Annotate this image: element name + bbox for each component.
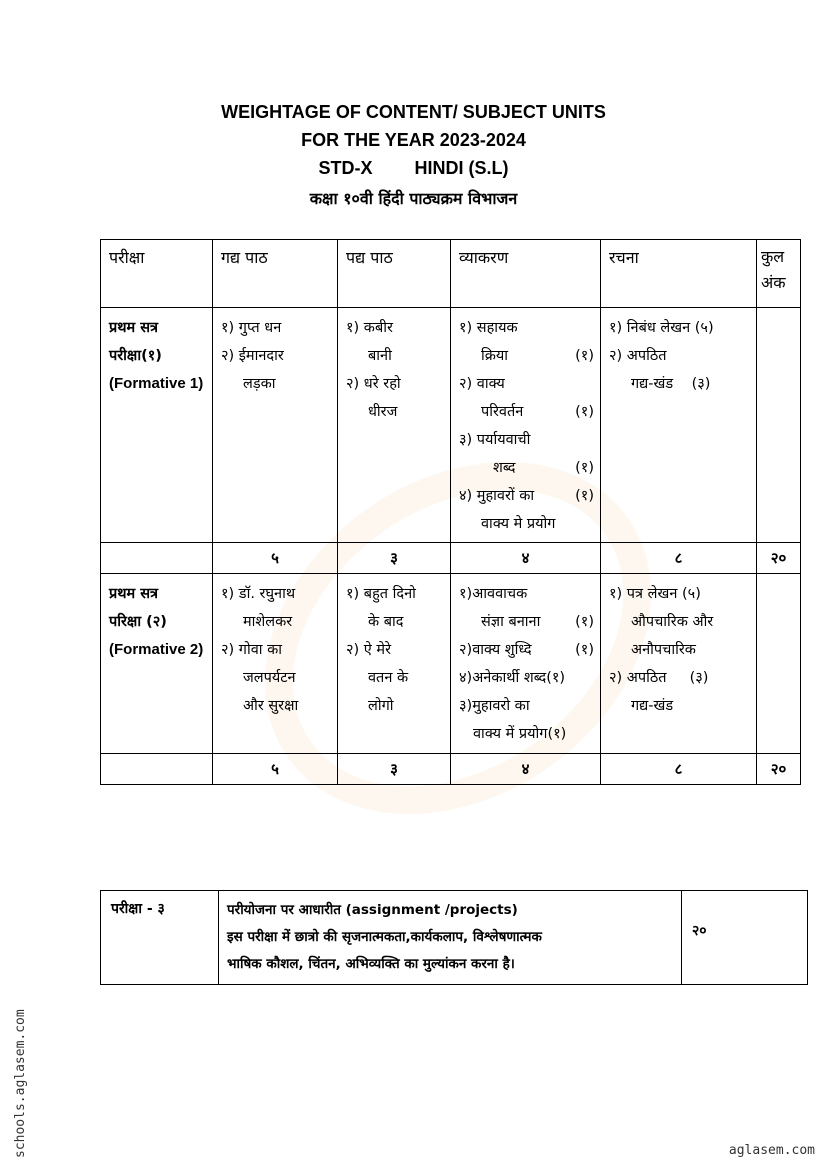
grammar-line bbox=[459, 720, 594, 748]
exam-3-line: भाषिक कौशल, चिंतन, अभिव्यक्ति का मुल्यांकन करना है। bbox=[227, 956, 515, 972]
prose-line: जलपर्यटन bbox=[243, 670, 296, 686]
grammar-line bbox=[459, 482, 594, 510]
grammar-marks: (१) bbox=[575, 404, 594, 420]
grammar-line bbox=[459, 664, 594, 692]
poetry-line: वतन के bbox=[368, 670, 409, 686]
header-exam: परीक्षा bbox=[101, 240, 213, 308]
grammar-text: क्रिया bbox=[481, 348, 509, 364]
composition-cell bbox=[601, 574, 757, 754]
poetry-line: धीरज bbox=[368, 404, 398, 420]
prose-line: १) डॉ. रघुनाथ bbox=[221, 586, 296, 602]
exam-line: परिक्षा (२) bbox=[109, 614, 167, 630]
composition-line: १) पत्र लेखन (५) bbox=[609, 586, 701, 602]
subject-label: HINDI (S.L) bbox=[414, 158, 509, 178]
exam-3-marks: २० bbox=[682, 891, 808, 985]
header-prose: गद्य पाठ bbox=[213, 240, 338, 308]
grammar-line bbox=[459, 580, 594, 608]
grammar-marks: (१) bbox=[575, 488, 594, 504]
row-formative-1 bbox=[101, 308, 801, 543]
grammar-text: २)वाक्य शुध्दि bbox=[459, 642, 532, 658]
row-formative-2 bbox=[101, 574, 801, 754]
hindi-title: कक्षा १०वी हिंदी पाठ्यक्रम विभाजन bbox=[309, 189, 518, 208]
grammar-marks: (१) bbox=[575, 460, 594, 476]
poetry-line: २) धरे रहो bbox=[346, 376, 401, 392]
exam-line: प्रथम सत्र bbox=[109, 586, 159, 602]
composition-cell bbox=[601, 308, 757, 543]
grammar-text: परिवर्तन bbox=[481, 404, 524, 420]
grammar-line bbox=[459, 692, 594, 720]
totals-row-2 bbox=[101, 754, 801, 785]
total-value: ३ bbox=[338, 754, 451, 785]
composition-line: गद्य-खंड (३) bbox=[631, 376, 711, 392]
total-value bbox=[101, 754, 213, 785]
weightage-table bbox=[100, 239, 801, 785]
poetry-cell bbox=[338, 308, 451, 543]
total-value: ४ bbox=[451, 543, 601, 574]
total-value: ४ bbox=[451, 754, 601, 785]
poetry-line: २) ऐ मेरे bbox=[346, 642, 392, 658]
poetry-cell bbox=[338, 574, 451, 754]
total-value: ५ bbox=[213, 754, 338, 785]
grammar-text: १) सहायक bbox=[459, 320, 518, 336]
poetry-line: बानी bbox=[368, 348, 392, 364]
prose-cell bbox=[213, 574, 338, 754]
title-line-2: FOR THE YEAR 2023-2024 bbox=[301, 130, 526, 150]
total-value bbox=[101, 543, 213, 574]
grammar-cell bbox=[451, 308, 601, 543]
grammar-line bbox=[459, 314, 594, 342]
grammar-line bbox=[459, 426, 594, 454]
prose-line: १) गुप्त धन bbox=[221, 320, 282, 336]
header-grammar: व्याकरण bbox=[451, 240, 601, 308]
composition-line: औपचारिक और bbox=[631, 614, 714, 630]
grammar-text: ३) पर्यायवाची bbox=[459, 432, 531, 448]
total-value: २० bbox=[757, 543, 801, 574]
exam-line: परीक्षा(१) bbox=[109, 348, 162, 364]
exam-3-label: परीक्षा - ३ bbox=[101, 891, 219, 985]
grammar-text: ४)अनेकार्थी शब्द(१) bbox=[459, 670, 566, 686]
composition-line: २) अपठित (३) bbox=[609, 670, 709, 686]
prose-line: २) गोवा का bbox=[221, 642, 283, 658]
grammar-marks: (१) bbox=[575, 348, 594, 364]
prose-line: माशेलकर bbox=[243, 614, 293, 630]
grammar-text: २) वाक्य bbox=[459, 376, 505, 392]
exam-line: प्रथम सत्र bbox=[109, 320, 159, 336]
poetry-line: के बाद bbox=[368, 614, 404, 630]
header-total: कुल अंक bbox=[757, 240, 801, 308]
prose-line: और सुरक्षा bbox=[243, 698, 299, 714]
grammar-text: ३)मुहावरो का bbox=[459, 698, 530, 714]
std-label: STD-X bbox=[318, 158, 373, 178]
total-value: २० bbox=[757, 754, 801, 785]
grammar-marks: (१) bbox=[575, 642, 594, 658]
side-watermark: schools.aglasem.com bbox=[13, 1009, 28, 1158]
grammar-cell bbox=[451, 574, 601, 754]
poetry-line: लोगो bbox=[368, 698, 394, 714]
grammar-line bbox=[459, 510, 594, 538]
exam-3-description bbox=[219, 891, 682, 985]
prose-line: २) ईमानदार bbox=[221, 348, 284, 364]
grammar-line bbox=[459, 370, 594, 398]
grammar-line bbox=[459, 454, 594, 482]
grammar-text: १)आववाचक bbox=[459, 586, 528, 602]
exam-latin: (Formative 2) bbox=[109, 641, 204, 658]
grammar-line bbox=[459, 342, 594, 370]
total-value: ८ bbox=[601, 754, 757, 785]
header-composition: रचना bbox=[601, 240, 757, 308]
exam-latin: (Formative 1) bbox=[109, 375, 204, 392]
composition-line: २) अपठित bbox=[609, 348, 667, 364]
prose-line: लड़का bbox=[243, 376, 276, 392]
poetry-line: १) बहुत दिनो bbox=[346, 586, 416, 602]
total-value: ५ bbox=[213, 543, 338, 574]
header-poetry: पद्य पाठ bbox=[338, 240, 451, 308]
grammar-text: ४) मुहावरों का bbox=[459, 488, 535, 504]
total-cell bbox=[757, 574, 801, 754]
grammar-text: वाक्य में प्रयोग(१) bbox=[473, 726, 567, 742]
grammar-line bbox=[459, 398, 594, 426]
grammar-marks: (१) bbox=[575, 614, 594, 630]
composition-line: अनौपचारिक bbox=[631, 642, 696, 658]
exam-3-line: परीयोजना पर आधारीत (assignment /projects) bbox=[227, 902, 518, 918]
total-cell bbox=[757, 308, 801, 543]
exam-3-line: इस परीक्षा में छात्रो की सृजनात्मकता,कार्यकलाप, विश्लेषणात्मक bbox=[227, 929, 542, 945]
title-line-3 bbox=[0, 158, 827, 179]
total-value: ८ bbox=[601, 543, 757, 574]
title-line-1: WEIGHTAGE OF CONTENT/ SUBJECT UNITS bbox=[221, 102, 606, 122]
composition-line: १) निबंध लेखन (५) bbox=[609, 320, 714, 336]
grammar-line bbox=[459, 608, 594, 636]
grammar-text: वाक्य मे प्रयोग bbox=[481, 516, 556, 532]
total-value: ३ bbox=[338, 543, 451, 574]
footer-link[interactable]: aglasem.com bbox=[728, 1143, 815, 1158]
totals-row-1 bbox=[101, 543, 801, 574]
poetry-line: १) कबीर bbox=[346, 320, 393, 336]
grammar-text: शब्द bbox=[493, 460, 516, 476]
exam-cell bbox=[101, 308, 213, 543]
exam-3-row bbox=[101, 891, 808, 985]
exam-3-table bbox=[100, 890, 808, 985]
exam-cell bbox=[101, 574, 213, 754]
header-row bbox=[101, 240, 801, 308]
grammar-text: संज्ञा बनाना bbox=[481, 614, 541, 630]
grammar-line bbox=[459, 636, 594, 664]
composition-line: गद्य-खंड bbox=[631, 698, 674, 714]
prose-cell bbox=[213, 308, 338, 543]
